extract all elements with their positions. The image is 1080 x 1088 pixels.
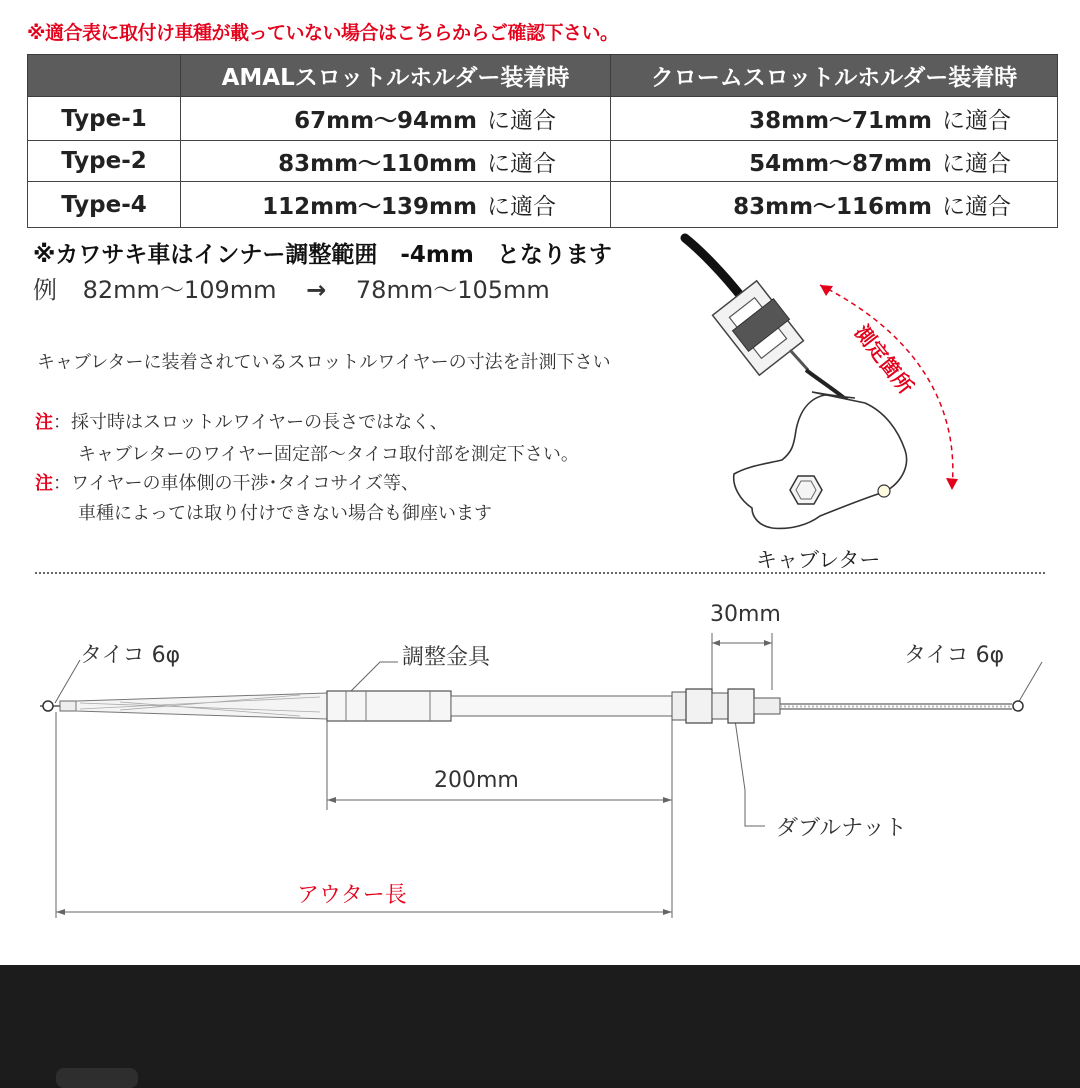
dim-200-label: 200mm bbox=[434, 768, 519, 793]
note-label: 注 bbox=[35, 412, 53, 433]
arrow-icon: → bbox=[306, 276, 327, 304]
chrome-range: 83mm〜116mm bbox=[733, 194, 932, 220]
fit-suffix: に適合 bbox=[942, 194, 1011, 220]
right-end-label: タイコ 6φ bbox=[904, 643, 1005, 668]
adjuster-label: 調整金具 bbox=[402, 645, 491, 670]
measure-instruction: キャブレターに装着されているスロットルワイヤーの寸法を計測下さい bbox=[37, 352, 611, 373]
bottom-tab[interactable] bbox=[56, 1068, 138, 1088]
type-cell: Type-2 bbox=[28, 141, 181, 182]
header-chrome: クロームスロットルホルダー装着時 bbox=[611, 55, 1058, 97]
carburetor-label: キャブレター bbox=[756, 548, 881, 572]
example-from: 82mm〜109mm bbox=[82, 276, 277, 304]
outer-length-label: アウター長 bbox=[297, 883, 407, 908]
amal-range: 83mm〜110mm bbox=[278, 150, 477, 177]
left-end-label: タイコ 6φ bbox=[80, 643, 181, 668]
double-nut-label: ダブルナット bbox=[776, 816, 907, 841]
type-cell: Type-1 bbox=[28, 97, 181, 141]
chrome-range: 54mm〜87mm bbox=[749, 150, 932, 177]
bottom-bar bbox=[0, 965, 1080, 1080]
throttle-cable bbox=[40, 689, 1023, 723]
header-amal: AMALスロットルホルダー装着時 bbox=[181, 55, 611, 97]
fit-suffix: に適合 bbox=[942, 150, 1011, 177]
dim-30-label: 30mm bbox=[710, 602, 781, 627]
note-label: 注 bbox=[35, 473, 53, 494]
fit-suffix: に適合 bbox=[487, 194, 556, 220]
fit-suffix: に適合 bbox=[942, 108, 1011, 134]
note-text: ：ワイヤーの車体側の干渉･タイコサイズ等、 bbox=[53, 473, 419, 494]
chrome-range: 38mm〜71mm bbox=[749, 108, 932, 134]
kawasaki-note: ※カワサキ車はインナー調整範囲 -4mm となります bbox=[33, 242, 612, 268]
example-to: 78mm〜105mm bbox=[355, 276, 550, 304]
note-1-line-2: キャブレターのワイヤー固定部〜タイコ取付部を測定下さい。 bbox=[78, 444, 579, 465]
note-text: ：採寸時はスロットルワイヤーの長さではなく、 bbox=[53, 412, 448, 433]
fitment-notice: ※適合表に取付け車種が載っていない場合はこちらからご確認下さい。 bbox=[27, 22, 619, 44]
type-cell: Type-4 bbox=[28, 182, 181, 228]
example-label: 例 bbox=[33, 276, 57, 304]
measure-point-label: 測定箇所 bbox=[849, 320, 919, 399]
amal-range: 67mm〜94mm bbox=[294, 108, 477, 134]
amal-range: 112mm〜139mm bbox=[262, 194, 477, 220]
fit-suffix: に適合 bbox=[487, 108, 556, 134]
note-2-line-2: 車種によっては取り付けできない場合も御座います bbox=[78, 503, 492, 524]
fit-suffix: に適合 bbox=[487, 150, 556, 177]
